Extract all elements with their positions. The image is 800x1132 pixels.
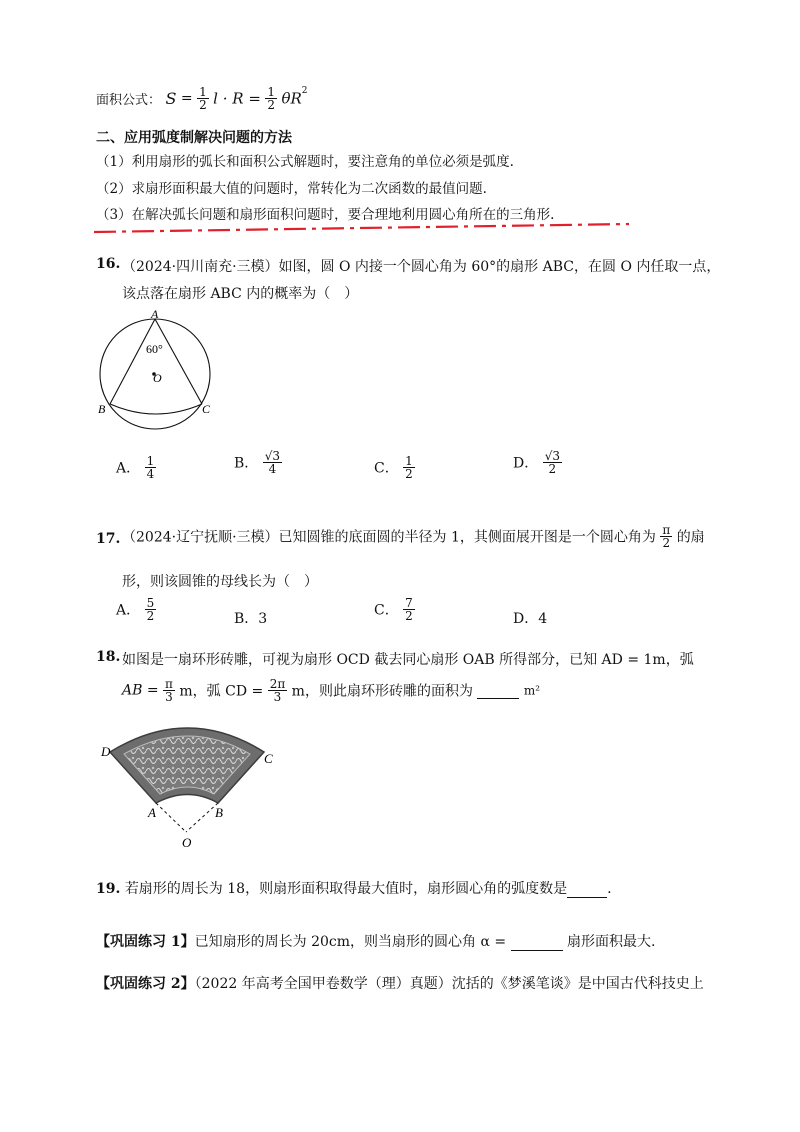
- q18-number: 18.: [96, 649, 121, 665]
- practice1-line: 【巩固练习 1】已知扇形的周长为 20cm，则当扇形的圆心角 α = 扇形面积最大.: [96, 934, 656, 950]
- q18-label-C: C: [264, 751, 273, 766]
- formula-square: 2: [301, 85, 308, 96]
- q16-option-A[interactable]: A． $\frac{1}{4}$: [116, 454, 155, 481]
- q17-text-line1: （2024·辽宁抚顺·三模）已知圆锥的底面圆的半径为 1，其侧面展开图是一个圆心角为 $\frac{\pi}{2}$ 的扇: [122, 523, 705, 550]
- practice1-answer-blank[interactable]: [511, 934, 563, 951]
- q16-radius-AC: [155, 319, 202, 404]
- q16-figure: [90, 306, 230, 446]
- q17-number: 17.: [96, 531, 121, 547]
- q19-line: 19. 若扇形的周长为 18，则扇形面积取得最大值时，扇形圆心角的弧度数是 .: [96, 881, 612, 897]
- q18-label-A: A: [148, 805, 156, 820]
- q16-arc-BC: [110, 404, 202, 414]
- q17-text-line2: 形，则该圆锥的母线长为（ ）: [122, 574, 318, 590]
- q16-label-A: A: [151, 307, 159, 321]
- q16-label-B: B: [98, 402, 106, 416]
- formula-mid: l · R =: [213, 89, 261, 108]
- formula-S: S: [165, 89, 177, 108]
- method-item-2: （2）求扇形面积最大值的问题时，常转化为二次函数的最值问题.: [96, 181, 487, 197]
- area-formula: [96, 86, 308, 110]
- q16-text-line2: 该点落在扇形 ABC 内的概率为（ ）: [122, 286, 359, 302]
- q16-option-D[interactable]: D． $\frac{√3}{2}$: [513, 449, 560, 476]
- q16-number: 16.: [96, 256, 121, 272]
- q18-brick-figure: [96, 716, 296, 852]
- formula-label: 面积公式：: [96, 93, 162, 108]
- q16-text-line1: （2024·四川南充·三模）如图，圆 O 内接一个圆心角为 60°的扇形 ABC，在圆 O 内任取一点，: [122, 259, 721, 275]
- q18-text-line1: 如图是一扇环形砖雕，可视为扇形 OCD 截去同心扇形 OAB 所得部分，已知 AD = 1m，弧: [122, 652, 694, 668]
- section-heading: 二、应用弧度制解决问题的方法: [96, 130, 292, 146]
- q18-line-BO: [186, 803, 218, 832]
- q16-label-O: O: [153, 371, 162, 385]
- q18-line-AO: [156, 803, 186, 832]
- q17-option-A[interactable]: A． $\frac{5}{2}$: [116, 596, 155, 623]
- q18-label-O: O: [182, 835, 192, 850]
- q16-angle-label: 60°: [146, 342, 163, 356]
- method-item-3: （3）在解决弧长问题和扇形面积问题时，要合理地利用圆心角所在的三角形.: [96, 207, 555, 223]
- q18-text-line2: AB = $\frac{\pi}{3}$ m，弧 CD = $\frac{2\pi}{3}$ m，则此扇环形砖雕的面积为 m²: [122, 677, 541, 704]
- method-item-1: （1）利用扇形的弧长和面积公式解题时，要注意角的单位必须是弧度.: [96, 154, 514, 170]
- q18-label-B: B: [215, 805, 223, 820]
- q16-option-C[interactable]: C． $\frac{1}{2}$: [374, 454, 413, 481]
- q16-option-B[interactable]: B． $\frac{√3}{4}$: [234, 449, 281, 476]
- q17-option-B[interactable]: B．3: [234, 611, 268, 627]
- formula-eq: =: [180, 90, 193, 107]
- practice2-line: 【巩固练习 2】（2022 年高考全国甲卷数学（理）真题）沈括的《梦溪笔谈》是中国古代科技史上: [96, 976, 704, 992]
- formula-tail: θR: [281, 89, 302, 108]
- formula-half-1: $\frac{1}{2}$: [199, 85, 207, 112]
- section-divider: [92, 222, 632, 236]
- q17-option-C[interactable]: C． $\frac{7}{2}$: [374, 596, 413, 623]
- q18-answer-blank[interactable]: [477, 682, 519, 699]
- q19-answer-blank[interactable]: [567, 881, 607, 898]
- q18-label-D: D: [101, 744, 111, 759]
- q16-label-C: C: [202, 402, 211, 416]
- formula-half-2: $\frac{1}{2}$: [267, 85, 275, 112]
- q16-radius-AB: [110, 319, 155, 404]
- q17-option-D[interactable]: D．4: [513, 611, 548, 627]
